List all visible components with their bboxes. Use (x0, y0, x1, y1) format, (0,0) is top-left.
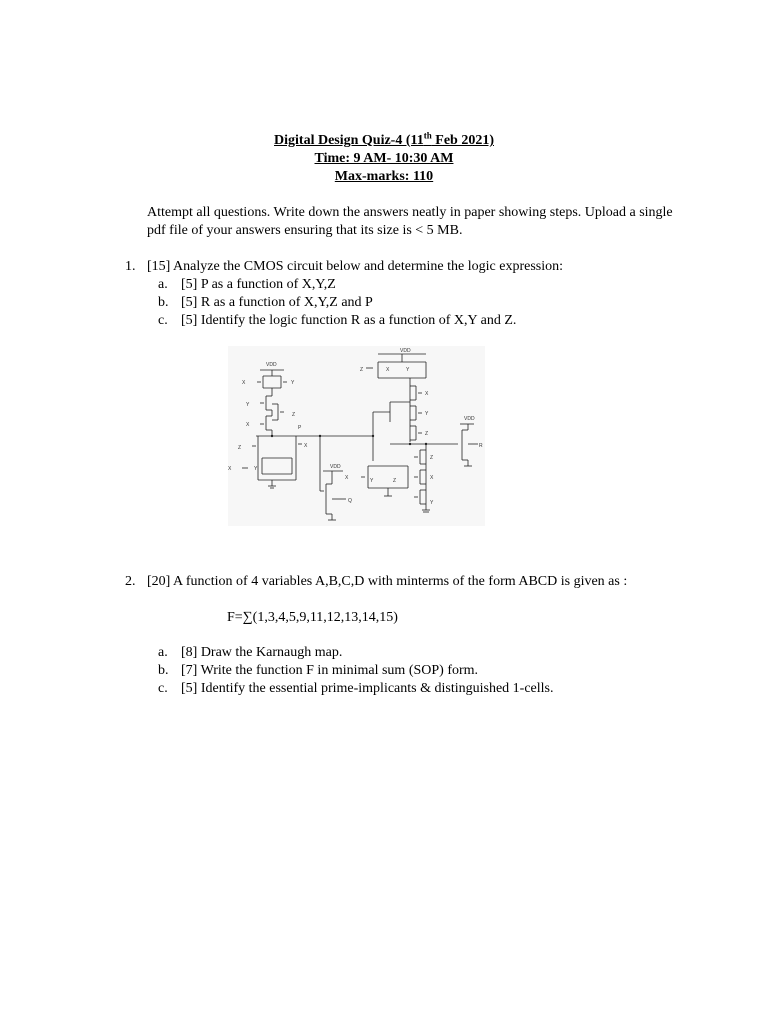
document-header (0, 132, 768, 186)
svg-text:X: X (246, 422, 250, 428)
svg-text:Y: Y (406, 367, 410, 373)
svg-text:R: R (479, 443, 483, 449)
question-1-part-a: a. [5] P as a function of X,Y,Z (158, 277, 336, 292)
cmos-circuit-diagram (228, 346, 485, 526)
svg-text:Y: Y (430, 500, 434, 506)
minterm-formula: F=∑(1,3,4,5,9,11,12,13,14,15) (227, 610, 398, 625)
svg-text:Z: Z (360, 367, 364, 373)
svg-text:X: X (430, 475, 434, 481)
svg-text:X: X (345, 475, 349, 481)
question-2-part-b: b. [7] Write the function F in minimal sum (SOP) form. (158, 663, 479, 678)
svg-text:X: X (386, 367, 390, 373)
svg-text:Y: Y (291, 380, 295, 386)
svg-text:VDD: VDD (266, 362, 277, 368)
instructions-paragraph: Attempt all questions. Write down the answers neatly in paper showing steps. Upload a single pdf file of your answers ensuring that its size is < 5 MB. (147, 205, 673, 238)
svg-text:Y: Y (370, 478, 374, 484)
svg-text:VDD: VDD (464, 416, 475, 422)
question-number: 2. (125, 574, 136, 589)
svg-text:X: X (304, 443, 308, 449)
svg-text:Z: Z (393, 478, 397, 484)
svg-text:Z: Z (425, 431, 429, 437)
question-number: 1. (125, 259, 136, 274)
question-text: [15] Analyze the CMOS circuit below and determine the logic expression: (147, 259, 564, 274)
svg-text:Z: Z (238, 445, 242, 451)
svg-text:VDD: VDD (400, 348, 411, 354)
question-1 (125, 258, 563, 276)
question-1-part-b: b. [5] R as a function of X,Y,Z and P (158, 295, 373, 310)
svg-text:Y: Y (246, 402, 250, 408)
svg-text:X: X (242, 380, 246, 386)
quiz-max-marks: Max-marks: 110 (334, 169, 434, 184)
svg-text:Q: Q (348, 498, 352, 504)
question-text: [20] A function of 4 variables A,B,C,D with minterms of the form ABCD is given as : (147, 574, 628, 589)
svg-text:X: X (425, 391, 429, 397)
svg-text:Z: Z (292, 412, 296, 418)
svg-text:Y: Y (425, 411, 429, 417)
svg-text:Z: Z (430, 455, 434, 461)
quiz-time: Time: 9 AM- 10:30 AM (314, 151, 454, 166)
svg-text:X: X (228, 466, 232, 472)
question-2-part-c: c. [5] Identify the essential prime-implicants & distinguished 1-cells. (158, 681, 554, 696)
question-1-part-c: c. [5] Identify the logic function R as a function of X,Y and Z. (158, 313, 517, 328)
question-2-part-a: a. [8] Draw the Karnaugh map. (158, 645, 343, 660)
quiz-title: Digital Design Quiz-4 (11th Feb 2021) (274, 130, 494, 148)
question-2 (125, 573, 627, 591)
svg-text:VDD: VDD (330, 464, 341, 470)
svg-text:Y: Y (254, 466, 258, 472)
svg-text:P: P (298, 425, 302, 431)
